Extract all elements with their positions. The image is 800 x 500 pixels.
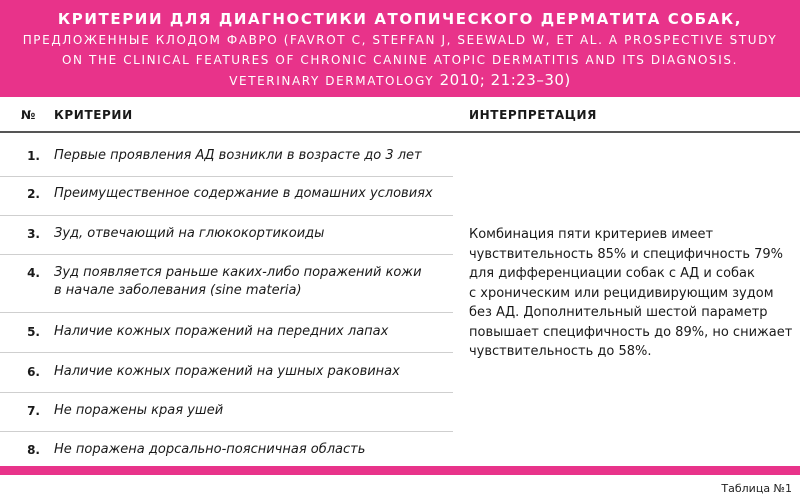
table-caption: Таблица №1 [721,482,792,495]
interpretation-line: чувствительность до 58%. [469,344,652,359]
interpretation-line: повышает специфичность до 89%, но снижает [469,324,793,340]
row-criterion: Зуд, отвечающий на глюкокортикоиды [54,226,325,241]
row-number: 7. [27,404,40,418]
bottom-accent-bar [0,466,800,475]
title-subline-2: ON THE CLINICAL FEATURES OF CHRONIC CANINE ATOPIC DERMATITIS AND ITS DIAGNOSIS. [62,53,738,67]
row-number: 2. [27,187,40,201]
row-divider [0,352,453,353]
row-divider [0,312,453,313]
row-criterion: Наличие кожных поражений на ушных раковинах [54,364,400,379]
column-header-criteria: КРИТЕРИИ [54,108,133,122]
title-banner [0,0,800,97]
row-criterion: Не поражена дорсально-поясничная область [54,442,366,457]
column-header-interpretation: ИНТЕРПРЕТАЦИЯ [469,108,597,122]
interpretation-line: без АД. Дополнительный шестой параметр [469,305,768,320]
row-criterion: Преимущественное содержание в домашних условиях [54,186,433,201]
title-subline-3 [0,70,800,91]
row-number: 3. [27,227,40,241]
header-divider [0,131,800,133]
row-number: 5. [27,325,40,339]
row-number: 4. [27,266,40,280]
interpretation-line: чувствительность 85% и специфичность 79% [469,246,784,262]
row-number: 6. [27,365,40,379]
row-criterion: Первые проявления АД возникли в возрасте до 3 лет [54,148,422,163]
row-criterion-line: Зуд появляется раньше каких-либо поражений кожи [54,265,422,280]
table-title: КРИТЕРИИ ДЛЯ ДИАГНОСТИКИ АТОПИЧЕСКОГО ДЕРМАТИТА СОБАК, [57,10,743,28]
row-criterion: Не поражены края ушей [54,403,224,418]
row-criterion: Наличие кожных поражений на передних лапах [54,324,389,339]
journal-name: VETERINARY DERMATOLOGY [229,74,435,88]
row-divider [0,254,453,255]
interpretation-line: Комбинация пяти критериев имеет [469,227,714,242]
column-header-number: № [21,108,37,122]
row-divider [0,431,453,432]
row-number: 8. [27,443,40,457]
journal-reference: 2010; 21:23–30) [439,71,571,89]
row-criterion-line: в начале заболевания (sine materia) [54,283,302,298]
interpretation-line: для дифференциации собак с АД и собак [469,266,755,281]
row-number: 1. [27,149,40,163]
title-subline-1: ПРЕДЛОЖЕННЫЕ КЛОДОМ ФАВРО (FAVROT C, STEFFAN J, SEEWALD W, ET AL. A PROSPECTIVE STUDY [22,33,778,47]
row-divider [0,392,453,393]
interpretation-line: с хроническим или рецидивирующим зудом [469,285,774,301]
row-divider [0,176,453,177]
row-criterion [54,264,444,300]
interpretation-text [469,225,799,362]
row-divider [0,215,453,216]
